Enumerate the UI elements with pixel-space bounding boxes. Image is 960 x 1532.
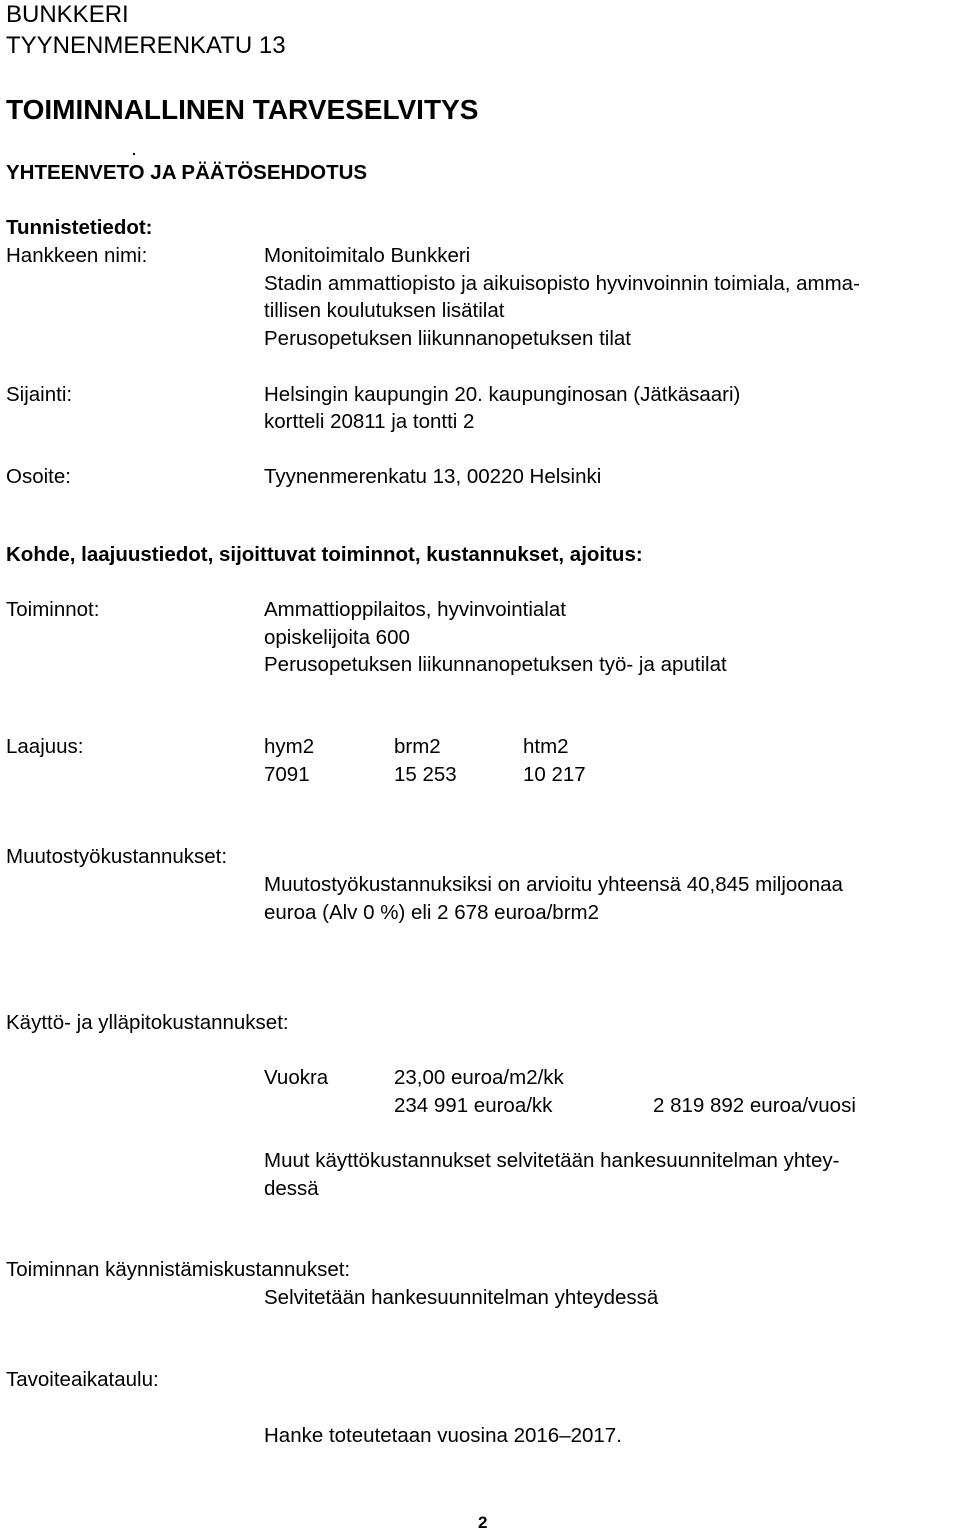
header-line-2: TYYNENMERENKATU 13 <box>6 32 286 59</box>
operating-costs-label: Käyttö- ja ylläpitokustannukset: <box>6 1011 289 1034</box>
rent-per-m2: 23,00 euroa/m2/kk <box>394 1066 564 1089</box>
renovation-line: euroa (Alv 0 %) eli 2 678 euroa/brm2 <box>264 901 600 924</box>
project-name-line: Monitoimitalo Bunkkeri <box>264 244 471 267</box>
address-value: Tyynenmerenkatu 13, 00220 Helsinki <box>264 465 602 488</box>
project-name-label: Hankkeen nimi: <box>6 244 148 267</box>
location-line: Helsingin kaupungin 20. kaupunginosan (Jätkäsaari) <box>264 383 741 406</box>
rent-per-year: 2 819 892 euroa/vuosi <box>653 1094 856 1117</box>
rent-label: Vuokra <box>264 1066 329 1089</box>
renovation-label: Muutostyökustannukset: <box>6 845 228 868</box>
address-label: Osoite: <box>6 465 71 488</box>
stray-dot <box>133 153 135 155</box>
page-number: 2 <box>478 1513 488 1532</box>
location-label: Sijainti: <box>6 383 73 406</box>
other-costs-line: dessä <box>264 1177 319 1200</box>
header-line-1: BUNKKERI <box>6 1 129 28</box>
other-costs-line: Muut käyttökustannukset selvitetään hankesuunnitelman yhtey- <box>264 1149 840 1172</box>
extent-value-brm2: 15 253 <box>394 763 457 786</box>
page-subtitle: YHTEENVETO JA PÄÄTÖSEHDOTUS <box>6 161 368 184</box>
functions-line: Perusopetuksen liikunnanopetuksen työ- ja aputilat <box>264 653 727 676</box>
page-title: TOIMINNALLINEN TARVESELVITYS <box>6 94 479 125</box>
project-name-line: Stadin ammattiopisto ja aikuisopisto hyvinvoinnin toimiala, amma- <box>264 272 860 295</box>
functions-label: Toiminnot: <box>6 598 100 621</box>
identification-heading: Tunnistetiedot: <box>6 216 153 239</box>
extent-value-hym2: 7091 <box>264 763 310 786</box>
startup-costs-value: Selvitetään hankesuunnitelman yhteydessä <box>264 1286 659 1309</box>
extent-header-hym2: hym2 <box>264 735 315 758</box>
schedule-value: Hanke toteutetaan vuosina 2016–2017. <box>264 1424 622 1447</box>
project-name-line: Perusopetuksen liikunnanopetuksen tilat <box>264 327 631 350</box>
location-line: kortteli 20811 ja tontti 2 <box>264 410 475 433</box>
project-name-line: tillisen koulutuksen lisätilat <box>264 299 505 322</box>
renovation-line: Muutostyökustannuksiksi on arvioitu yhteensä 40,845 miljoonaa <box>264 873 843 896</box>
startup-costs-label: Toiminnan käynnistämiskustannukset: <box>6 1258 351 1281</box>
scope-heading: Kohde, laajuustiedot, sijoittuvat toiminnot, kustannukset, ajoitus: <box>6 543 643 566</box>
extent-label: Laajuus: <box>6 735 84 758</box>
extent-value-htm2: 10 217 <box>523 763 586 786</box>
extent-header-brm2: brm2 <box>394 735 441 758</box>
functions-line: Ammattioppilaitos, hyvinvointialat <box>264 598 566 621</box>
functions-line: opiskelijoita 600 <box>264 626 410 649</box>
schedule-label: Tavoiteaikataulu: <box>6 1368 159 1391</box>
extent-header-htm2: htm2 <box>523 735 569 758</box>
rent-per-month: 234 991 euroa/kk <box>394 1094 553 1117</box>
